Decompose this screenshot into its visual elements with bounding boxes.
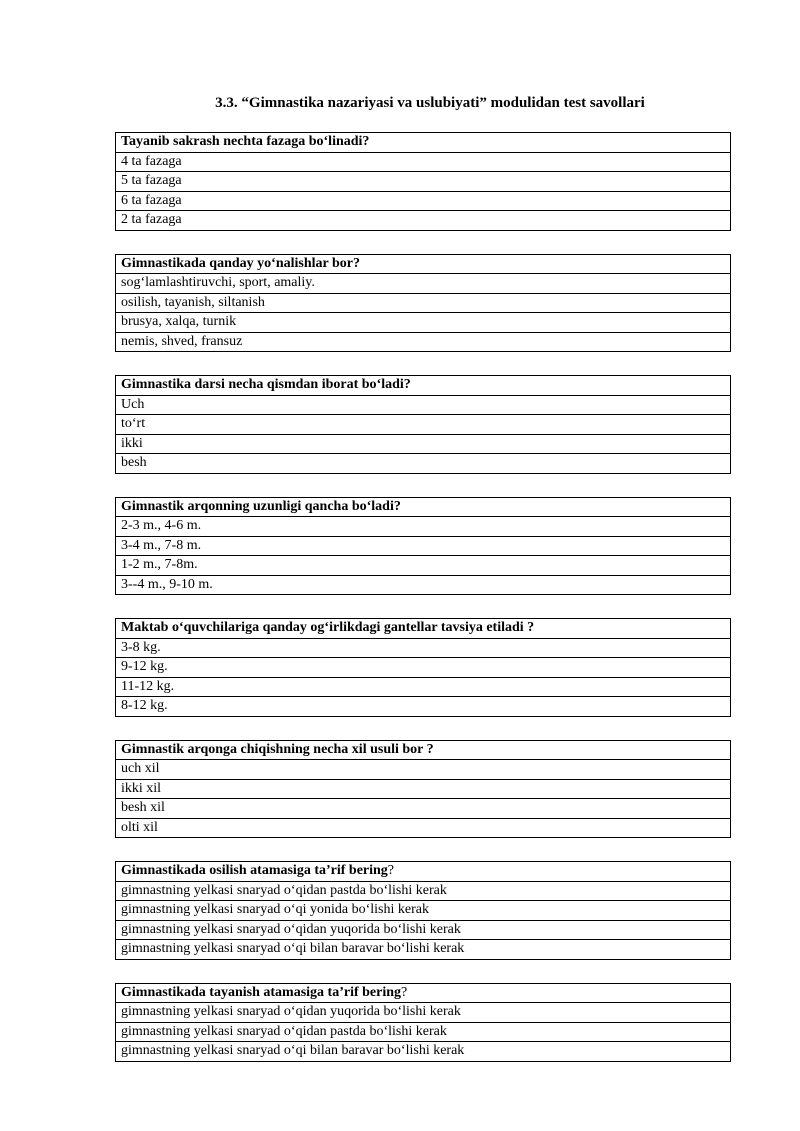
question-text: Maktab o‘quvchilariga qanday og‘irlikdagi gantellar tavsiya etiladi ? bbox=[116, 619, 731, 639]
question-text: Gimnastik arqonning uzunligi qancha bo‘ladi? bbox=[116, 497, 731, 517]
answer-option: 6 ta fazaga bbox=[116, 191, 731, 211]
answer-option: gimnastning yelkasi snaryad o‘qi yonida bo‘lishi kerak bbox=[116, 901, 731, 921]
answer-option: ikki bbox=[116, 434, 731, 454]
question-mark: ? bbox=[387, 863, 395, 879]
question-table-3 bbox=[115, 375, 731, 474]
answer-option: Uch bbox=[116, 395, 731, 415]
answer-option: 2 ta fazaga bbox=[116, 211, 731, 231]
answer-option: 8-12 kg. bbox=[116, 697, 731, 717]
question-table-6 bbox=[115, 740, 731, 839]
answer-option: to‘rt bbox=[116, 415, 731, 435]
answer-option: 4 ta fazaga bbox=[116, 152, 731, 172]
question-text: Tayanib sakrash nechta fazaga bo‘linadi? bbox=[116, 133, 731, 153]
answer-option: gimnastning yelkasi snaryad o‘qidan pastda bo‘lishi kerak bbox=[116, 1022, 731, 1042]
question-table-4 bbox=[115, 497, 731, 596]
answer-option: gimnastning yelkasi snaryad o‘qidan yuqorida bo‘lishi kerak bbox=[116, 1003, 731, 1023]
answer-option: nemis, shved, fransuz bbox=[116, 332, 731, 352]
answer-option: gimnastning yelkasi snaryad o‘qi bilan baravar bo‘lishi kerak bbox=[116, 940, 731, 960]
answer-option: 9-12 kg. bbox=[116, 658, 731, 678]
page-title: 3.3. “Gimnastika nazariyasi va uslubiyati” modulidan test savollari bbox=[215, 95, 645, 111]
question-cell bbox=[116, 983, 731, 1003]
question-text: Gimnastikada osilish atamasiga ta’rif bering bbox=[121, 863, 388, 879]
question-tables bbox=[115, 132, 731, 1085]
answer-option: 11-12 kg. bbox=[116, 677, 731, 697]
question-cell bbox=[116, 862, 731, 882]
question-table-7 bbox=[115, 861, 731, 960]
answer-option: brusya, xalqa, turnik bbox=[116, 313, 731, 333]
question-table-2 bbox=[115, 254, 731, 353]
answer-option: sog‘lamlashtiruvchi, sport, amaliy. bbox=[116, 274, 731, 294]
question-text: Gimnastikada tayanish atamasiga ta’rif bering bbox=[121, 984, 402, 1000]
question-text: Gimnastikada qanday yo‘nalishlar bor? bbox=[116, 254, 731, 274]
answer-option: osilish, tayanish, siltanish bbox=[116, 293, 731, 313]
question-table-8 bbox=[115, 983, 731, 1062]
answer-option: gimnastning yelkasi snaryad o‘qidan pastda bo‘lishi kerak bbox=[116, 881, 731, 901]
question-text: Gimnastika darsi necha qismdan iborat bo‘ladi? bbox=[116, 376, 731, 396]
question-table-5 bbox=[115, 618, 731, 717]
answer-option: 3-4 m., 7-8 m. bbox=[116, 536, 731, 556]
answer-option: 3-8 kg. bbox=[116, 638, 731, 658]
question-table-1 bbox=[115, 132, 731, 231]
answer-option: gimnastning yelkasi snaryad o‘qidan yuqorida bo‘lishi kerak bbox=[116, 920, 731, 940]
answer-option: gimnastning yelkasi snaryad o‘qi bilan baravar bo‘lishi kerak bbox=[116, 1042, 731, 1062]
answer-option: olti xil bbox=[116, 818, 731, 838]
answer-option: uch xil bbox=[116, 760, 731, 780]
question-text: Gimnastik arqonga chiqishning necha xil usuli bor ? bbox=[116, 740, 731, 760]
answer-option: 2-3 m., 4-6 m. bbox=[116, 517, 731, 537]
answer-option: besh bbox=[116, 454, 731, 474]
answer-option: ikki xil bbox=[116, 779, 731, 799]
answer-option: 3--4 m., 9-10 m. bbox=[116, 575, 731, 595]
answer-option: besh xil bbox=[116, 799, 731, 819]
answer-option: 5 ta fazaga bbox=[116, 172, 731, 192]
question-mark: ? bbox=[401, 984, 408, 1000]
answer-option: 1-2 m., 7-8m. bbox=[116, 556, 731, 576]
